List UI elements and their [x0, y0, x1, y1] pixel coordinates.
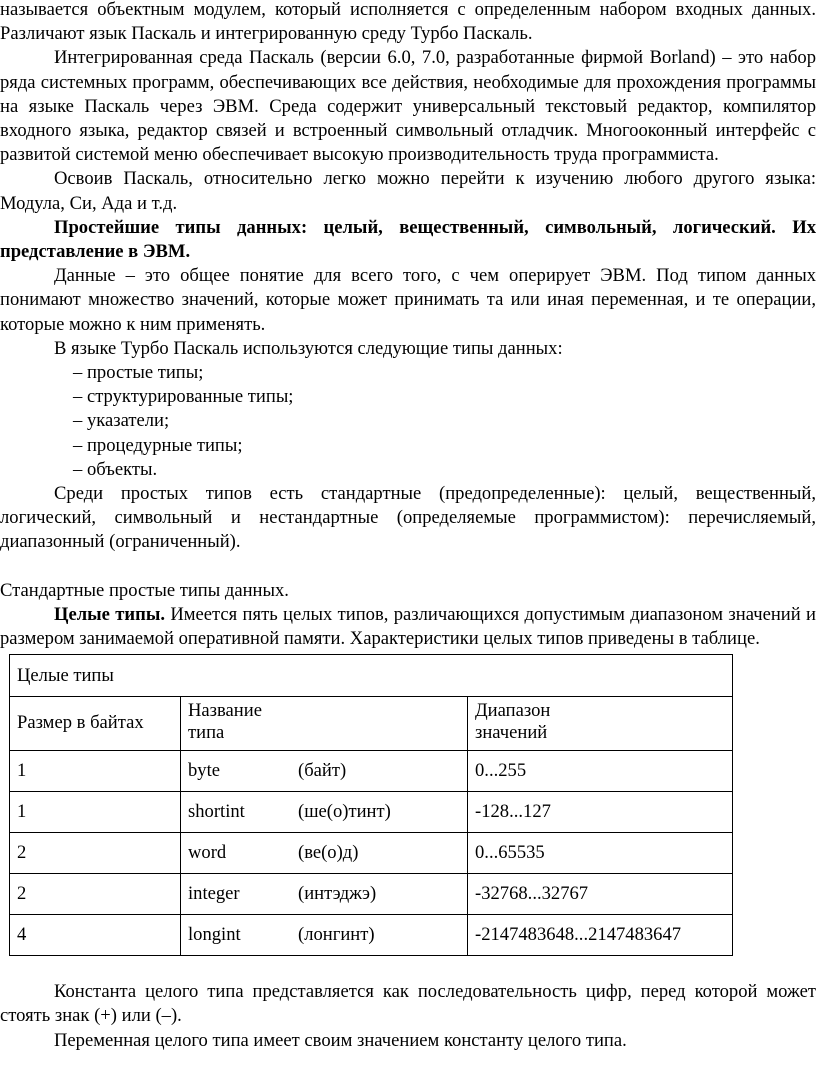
cell-name: integer (интэджэ)	[181, 874, 468, 915]
column-header-name: Название типа	[181, 697, 468, 751]
section-heading	[0, 216, 816, 264]
table-caption: Целые типы	[10, 655, 733, 697]
section-heading-text: Простейшие типы данных: целый, вещественный, символьный, логический. Их представление в ЭВМ.	[0, 216, 816, 263]
list-item: – указатели;	[73, 410, 170, 432]
table-row	[10, 792, 733, 833]
column-header-range: Диапазон значений	[468, 697, 733, 751]
cell-name: longint (лонгинт)	[181, 915, 468, 956]
paragraph: Данные – это общее понятие для всего того, с чем оперирует ЭВМ. Под типом данных понимают множество значений, которые может принимать та или иная переменная, и те операции, которые можно к ним применять.	[0, 265, 816, 335]
paragraph	[0, 603, 816, 651]
list-item: – структурированные типы;	[73, 386, 294, 408]
cell-size: 2	[10, 833, 181, 874]
paragraph: называется объектным модулем, который исполняется с определенным набором входных данных. Различают язык Паскаль и интегрированную среду Турбо Паскаль.	[0, 0, 816, 45]
paragraph: Интегрированная среда Паскаль (версии 6.0, 7.0, разработанные фирмой Borland) – это набор ряда системных программ, обеспечивающих все действия, необходимые для прохождения программы на языке Паскаль через ЭВМ. Среда содержит универсальный текстовый редактор, компилятор входного языка, редактор связей и встроенный символьный отладчик. Многооконный интерфейс с развитой системой меню обеспечивает высокую производительность труда программиста.	[0, 47, 816, 166]
cell-name: shortint (ше(о)тинт)	[181, 792, 468, 833]
cell-size: 4	[10, 915, 181, 956]
table-row	[10, 833, 733, 874]
cell-range: 0...65535	[468, 833, 733, 874]
bold-term: Целые типы.	[54, 603, 165, 625]
paragraph: В языке Турбо Паскаль используются следующие типы данных:	[54, 337, 563, 359]
types-list	[0, 361, 816, 482]
blank-line	[0, 555, 816, 579]
cell-range: -32768...32767	[468, 874, 733, 915]
integer-types-table	[9, 654, 733, 956]
paragraph: Освоив Паскаль, относительно легко можно перейти к изучению любого другого языка: Модула, Си, Ада и т.д.	[0, 168, 816, 214]
list-item: – процедурные типы;	[73, 434, 243, 456]
table-row	[10, 874, 733, 915]
list-item: – простые типы;	[73, 362, 204, 384]
paragraph: Среди простых типов есть стандартные (предопределенные): целый, вещественный, логический, символьный и нестандартные (определяемые программистом): перечисляемый, диапазонный (ограниченный).	[0, 483, 816, 553]
cell-range: 0...255	[468, 751, 733, 792]
cell-range: -2147483648...2147483647	[468, 915, 733, 956]
subsection-title: Стандартные простые типы данных.	[0, 579, 289, 601]
cell-name: word (ве(о)д)	[181, 833, 468, 874]
paragraph-text: Имеется пять целых типов, различающихся допустимым диапазоном значений и размером занимаемой оперативной памяти. Характеристики целых типов приведены в таблице.	[0, 603, 816, 650]
column-header-size: Размер в байтах	[10, 697, 181, 751]
paragraph: Переменная целого типа имеет своим значением константу целого типа.	[54, 1029, 627, 1051]
cell-size: 2	[10, 874, 181, 915]
cell-name: byte (байт)	[181, 751, 468, 792]
blank-line	[0, 956, 816, 980]
paragraph: Константа целого типа представляется как последовательность цифр, перед которой может стоять знак (+) или (–).	[0, 981, 816, 1027]
table-row	[10, 751, 733, 792]
cell-range: -128...127	[468, 792, 733, 833]
list-item: – объекты.	[73, 458, 158, 480]
table-row	[10, 915, 733, 956]
cell-size: 1	[10, 792, 181, 833]
cell-size: 1	[10, 751, 181, 792]
